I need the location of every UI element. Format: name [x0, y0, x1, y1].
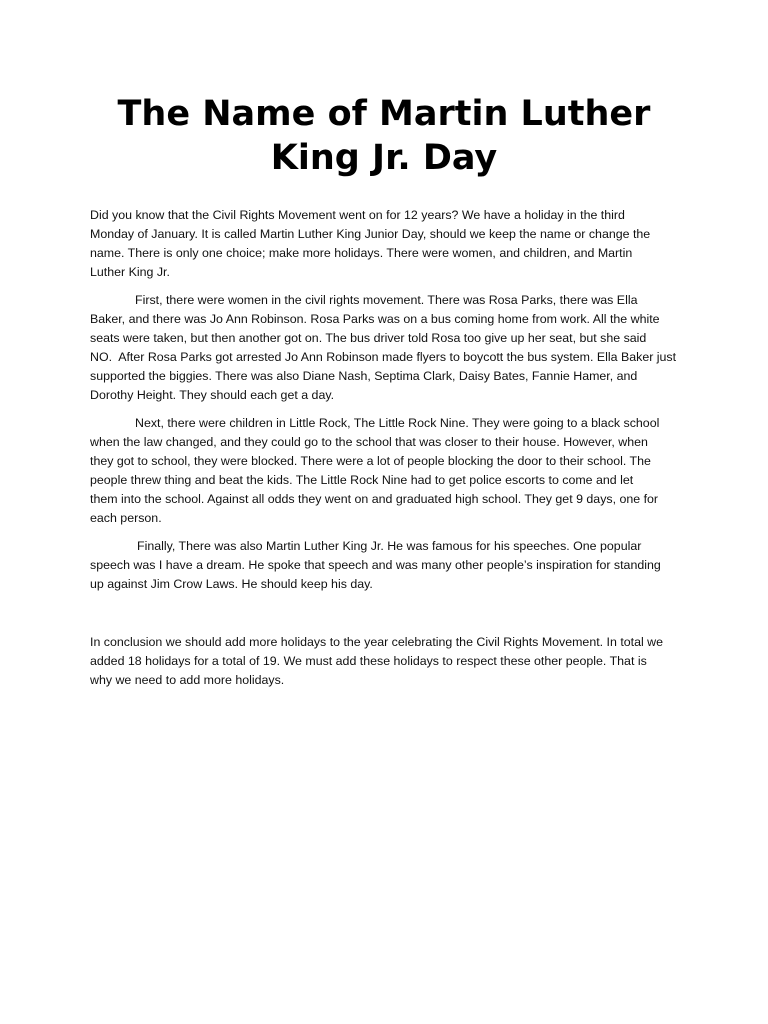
- text-line: Did you know that the Civil Rights Movement went on for 12 years? We have a holiday in the third: [90, 208, 625, 222]
- text-line: they got to school, they were blocked. There were a lot of people blocking the door to their school. The: [90, 453, 651, 468]
- document-title: [90, 92, 678, 180]
- text-line: First, there were women in the civil rights movement. There was Rosa Parks, there was Ella: [135, 293, 638, 307]
- text-line: when the law changed, and they could go to the school that was closer to their house. However, when: [90, 434, 648, 449]
- text-line: Next, there were children in Little Rock, The Little Rock Nine. They were going to a black school: [135, 416, 660, 430]
- text-line: In conclusion we should add more holidays to the year celebrating the Civil Rights Movement. In total we: [90, 635, 664, 649]
- title-line: King Jr. Day: [270, 138, 498, 178]
- conclusion-paragraph: [90, 633, 690, 690]
- children-paragraph: [90, 414, 690, 527]
- women-paragraph: [90, 291, 690, 404]
- text-line: Monday of January. It is called Martin Luther King Junior Day, should we keep the name or change the: [90, 226, 651, 241]
- mlk-paragraph: [90, 537, 690, 594]
- text-line: Dorothy Height. They should each get a day.: [90, 387, 335, 402]
- text-line: seats were taken, but then another got on. The bus driver told Rosa too give up her seat, but she said: [90, 330, 647, 345]
- text-line: up against Jim Crow Laws. He should keep his day.: [90, 576, 373, 591]
- text-line: supported the biggies. There was also Diane Nash, Septima Clark, Daisy Bates, Fannie Hamer, and: [90, 368, 638, 383]
- text-line: NO. After Rosa Parks got arrested Jo Ann Robinson made flyers to boycott the bus system. Ella Baker just: [90, 349, 677, 364]
- text-line: people threw thing and beat the kids. The Little Rock Nine had to get police escorts to come and let: [90, 472, 634, 487]
- text-line: added 18 holidays for a total of 19. We must add these holidays to respect these other people. That is: [90, 653, 647, 668]
- intro-paragraph: [90, 206, 690, 282]
- text-line: why we need to add more holidays.: [90, 672, 285, 687]
- text-line: speech was I have a dream. He spoke that speech and was many other people’s inspiration for standing: [90, 557, 661, 572]
- text-line: Finally, There was also Martin Luther King Jr. He was famous for his speeches. One popular: [137, 539, 642, 553]
- title-line: The Name of Martin Luther: [117, 94, 651, 134]
- text-line: Baker, and there was Jo Ann Robinson. Rosa Parks was on a bus coming home from work. All the white: [90, 311, 660, 326]
- text-line: them into the school. Against all odds they went on and graduated high school. They get 9 days, one for: [90, 491, 659, 506]
- text-line: name. There is only one choice; make more holidays. There were women, and children, and Martin: [90, 245, 633, 260]
- text-line: each person.: [90, 510, 162, 525]
- text-line: Luther King Jr.: [90, 264, 170, 279]
